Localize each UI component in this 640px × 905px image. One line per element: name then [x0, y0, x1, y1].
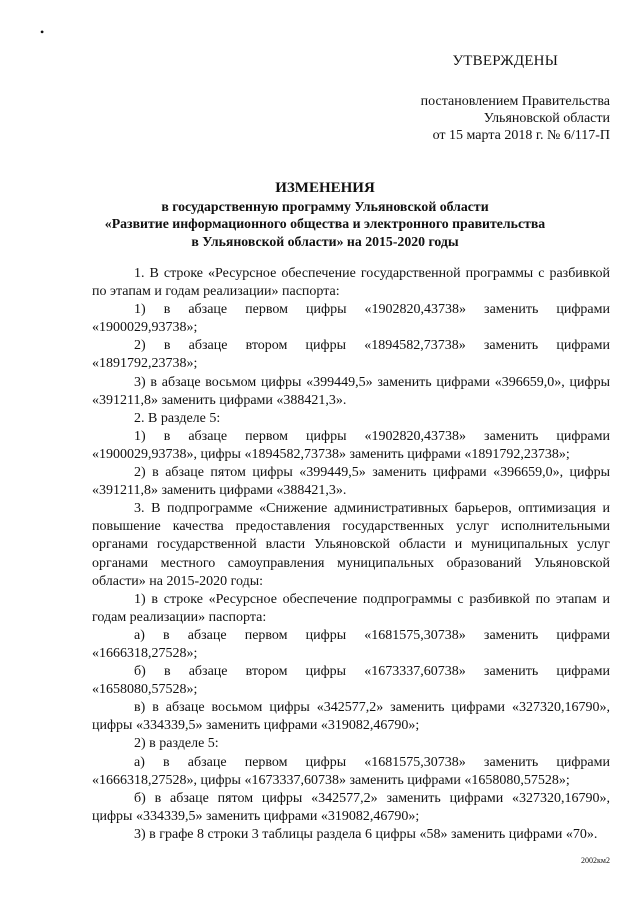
paragraph: 2) в абзаце втором цифры «1894582,73738» заменить цифрами «1891792,23738»;: [92, 338, 610, 372]
title-line: в государственную программу Ульяновской области: [161, 198, 489, 214]
paragraph: б) в абзаце пятом цифры «342577,2» заменить цифрами «327320,16790», цифры «334339,5» заменить цифрами «319082,46790»;: [92, 790, 610, 824]
title-main: ИЗМЕНЕНИЯ: [275, 180, 375, 196]
approval-stamp-label: УТВЕРЖДЕНЫ: [452, 53, 558, 69]
paragraph: в) в абзаце восьмом цифры «342577,2» заменить цифрами «327320,16790», цифры «334339,5» заменить цифрами «319082,46790»;: [92, 700, 610, 734]
paragraph: 2) в разделе 5:: [134, 736, 219, 752]
decree-reference: [421, 93, 610, 144]
paragraph: 1) в абзаце первом цифры «1902820,43738» заменить цифрами «1900029,93738», цифры «1894582,73738» заменить цифрами «1891792,23738»;: [92, 428, 610, 462]
document-code: 2002км2: [581, 856, 610, 865]
decree-line: Ульяновской области: [483, 111, 610, 126]
paragraph: 1) в абзаце первом цифры «1902820,43738» заменить цифрами «1900029,93738»;: [92, 302, 610, 336]
paragraph: 1. В строке «Ресурсное обеспечение государственной программы с разбивкой по этапам и годам реализации» паспорта:: [92, 266, 610, 300]
paragraph: б) в абзаце втором цифры «1673337,60738» заменить цифрами «1658080,57528»;: [92, 664, 610, 698]
paragraph: 3) в графе 8 строки 3 таблицы раздела 6 цифры «58» заменить цифрами «70».: [134, 826, 598, 842]
paragraph: а) в абзаце первом цифры «1681575,30738» заменить цифрами «1666318,27528», цифры «1673337,60738» заменить цифрами «1658080,57528»;: [92, 754, 610, 788]
paragraph: 3) в абзаце восьмом цифры «399449,5» заменить цифрами «396659,0», цифры «391211,8» заменить цифрами «388421,3».: [92, 374, 610, 408]
paragraph: 3. В подпрограмме «Снижение административных барьеров, оптимизация и повышение качества предоставления государственных услуг исполнительными органами государственной власти Ульяновской области и муниципальных услуг органами местного самоуправления муниципальных образований Ульяновской области» на 2015-2020 годы:: [92, 501, 610, 589]
decree-line: постановлением Правительства: [420, 94, 610, 109]
document-title: [90, 180, 560, 250]
paragraph: а) в абзаце первом цифры «1681575,30738» заменить цифрами «1666318,27528»;: [92, 627, 610, 661]
title-line: в Ульяновской области» на 2015-2020 годы: [191, 233, 459, 249]
paragraph: 2. В разделе 5:: [134, 410, 221, 426]
document-body: [92, 265, 610, 844]
paragraph: 2) в абзаце пятом цифры «399449,5» заменить цифрами «396659,0», цифры «391211,8» заменить цифрами «388421,3».: [92, 465, 610, 499]
paragraph: 1) в строке «Ресурсное обеспечение подпрограммы с разбивкой по этапам и годам реализации» паспорта:: [92, 591, 610, 625]
corner-mark: •: [40, 25, 45, 39]
decree-line: от 15 марта 2018 г. № 6/117-П: [432, 128, 610, 143]
title-line: «Развитие информационного общества и электронного правительства: [104, 216, 546, 231]
